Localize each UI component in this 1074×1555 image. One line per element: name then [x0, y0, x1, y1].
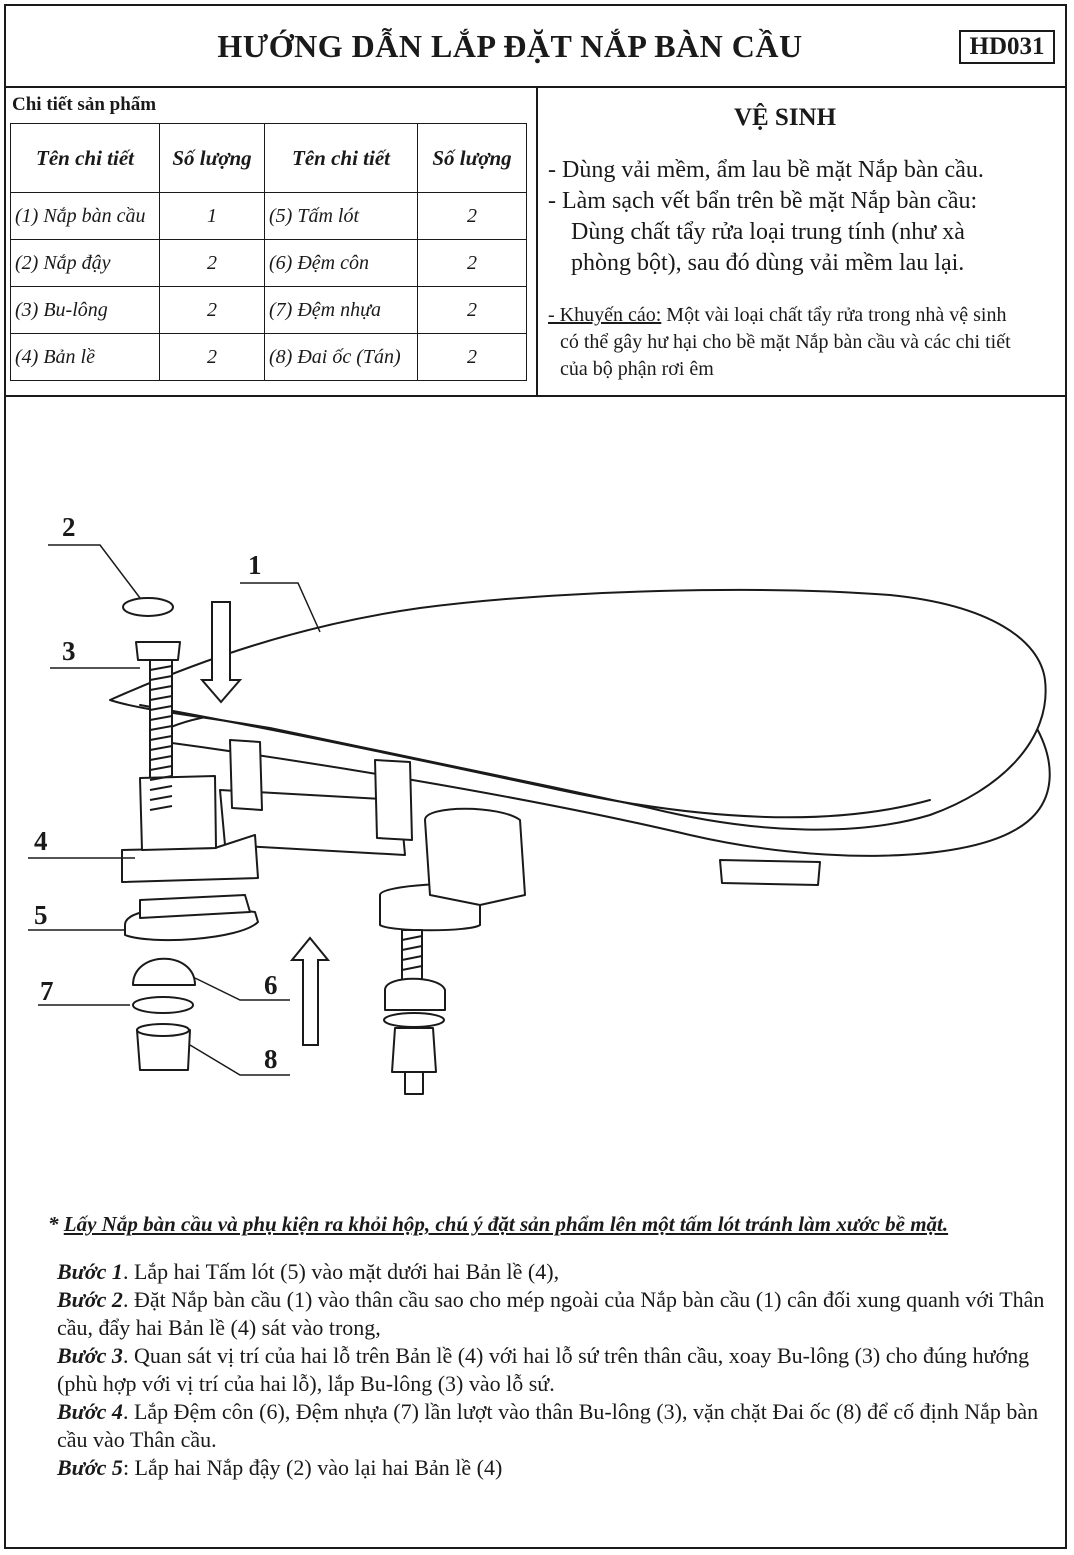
callout-5: 5 — [34, 900, 48, 930]
part-name: (3) Bu-lông — [11, 287, 160, 334]
cleaning-item: - Làm sạch vết bẩn trên bề mặt Nắp bàn cầu: — [548, 188, 978, 214]
part-name: (1) Nắp bàn cầu — [11, 193, 160, 240]
table-row — [11, 240, 527, 287]
installation-steps — [57, 1258, 1057, 1482]
table-row — [11, 334, 527, 381]
table-row — [11, 193, 527, 240]
part-quantity: 2 — [418, 287, 527, 334]
part-quantity: 2 — [418, 334, 527, 381]
step-text: . Lắp Đệm côn (6), Đệm nhựa (7) lần lượt vào thân Bu-lông (3), vặn chặt Đai ốc (8) để cố định Nắp bàn cầu vào Thân cầu. — [57, 1399, 1039, 1452]
warning-text: Một vài loại chất tẩy rửa trong nhà vệ sinh — [661, 304, 1007, 326]
top-section-divider — [4, 395, 1067, 397]
step-item — [57, 1258, 1057, 1286]
part-quantity: 2 — [160, 287, 265, 334]
callout-7: 7 — [40, 976, 54, 1006]
header-quantity-2: Số lượng — [418, 124, 527, 193]
callout-1: 1 — [248, 550, 262, 580]
step-label: Bước 2 — [57, 1287, 123, 1312]
part-name: (8) Đai ốc (Tán) — [265, 334, 418, 381]
header-part-name-2: Tên chi tiết — [265, 124, 418, 193]
step-item — [57, 1454, 1057, 1482]
document-code: HD031 — [959, 30, 1055, 64]
unpacking-note — [48, 1212, 948, 1237]
parts-section-label: Chi tiết sản phẩm — [12, 94, 157, 115]
callout-8: 8 — [264, 1044, 278, 1074]
step-label: Bước 4 — [57, 1399, 123, 1424]
step-label: Bước 1 — [57, 1259, 123, 1284]
cleaning-item-continued: Dùng chất tẩy rửa loại trung tính (như xà — [571, 219, 965, 245]
part-quantity: 2 — [418, 240, 527, 287]
section-divider — [536, 86, 538, 396]
plastic-washer-part — [133, 997, 193, 1013]
part-name: (4) Bản lề — [11, 334, 160, 381]
callout-2: 2 — [62, 512, 76, 542]
header-part-name-1: Tên chi tiết — [11, 124, 160, 193]
table-header-row — [11, 124, 527, 193]
page-title: HƯỚNG DẪN LẮP ĐẶT NẮP BÀN CẦU — [217, 28, 803, 64]
part-name: (5) Tấm lót — [265, 193, 418, 240]
part-name: (6) Đệm côn — [265, 240, 418, 287]
cleaning-item: - Dùng vải mềm, ẩm lau bề mặt Nắp bàn cầu. — [548, 157, 984, 183]
step-item — [57, 1286, 1057, 1342]
warning-label: - Khuyến cáo: — [548, 304, 662, 326]
cleaning-item-continued: phòng bột), sau đó dùng vải mềm lau lại. — [571, 250, 965, 276]
parts-table — [10, 123, 527, 381]
step-text: : Lắp hai Nắp đậy (2) vào lại hai Bản lề (4) — [122, 1455, 503, 1480]
step-text: . Lắp hai Tấm lót (5) vào mặt dưới hai Bản lề (4), — [122, 1259, 560, 1284]
step-label: Bước 5 — [57, 1455, 123, 1480]
part-quantity: 2 — [418, 193, 527, 240]
step-text: . Quan sát vị trí của hai lỗ trên Bản lề (4) với hai lỗ sứ trên thân cầu, xoay Bu-lông (3) cho đúng hướng (phù hợp với vị trí của hai lỗ), lắp Bu-lông (3) vào lỗ sứ. — [57, 1343, 1030, 1396]
callout-6: 6 — [264, 970, 278, 1000]
part-name: (7) Đệm nhựa — [265, 287, 418, 334]
step-label: Bước 3 — [57, 1343, 123, 1368]
callout-4: 4 — [34, 826, 48, 856]
callout-3: 3 — [62, 636, 76, 666]
step-text: . Đặt Nắp bàn cầu (1) vào thân cầu sao cho mép ngoài của Nắp bàn cầu (1) cân đối xung quanh với Thân cầu, đẩy hai Bản lề (4) sát vào trong, — [57, 1287, 1045, 1340]
part-name: (2) Nắp đậy — [11, 240, 160, 287]
step-item — [57, 1342, 1057, 1398]
warning-text: có thể gây hư hại cho bề mặt Nắp bàn cầu và các chi tiết — [560, 331, 1011, 353]
step-item — [57, 1398, 1057, 1454]
note-marker: * — [48, 1212, 64, 1236]
cap-part — [123, 598, 173, 616]
part-quantity: 2 — [160, 240, 265, 287]
header-quantity-1: Số lượng — [160, 124, 265, 193]
cone-washer-part — [133, 959, 195, 985]
bolt-part — [136, 642, 180, 660]
part-quantity: 2 — [160, 334, 265, 381]
cleaning-title: VỆ SINH — [733, 104, 837, 131]
part-quantity: 1 — [160, 193, 265, 240]
cleaning-warning — [548, 302, 1060, 383]
warning-text: của bộ phận rơi êm — [560, 358, 714, 380]
assembly-diagram — [0, 400, 1074, 1120]
arrow-up-icon — [292, 938, 328, 1045]
table-row — [11, 287, 527, 334]
note-text: Lấy Nắp bàn cầu và phụ kiện ra khỏi hộp, chú ý đặt sản phẩm lên một tấm lót tránh làm xước bề mặt. — [63, 1212, 949, 1236]
